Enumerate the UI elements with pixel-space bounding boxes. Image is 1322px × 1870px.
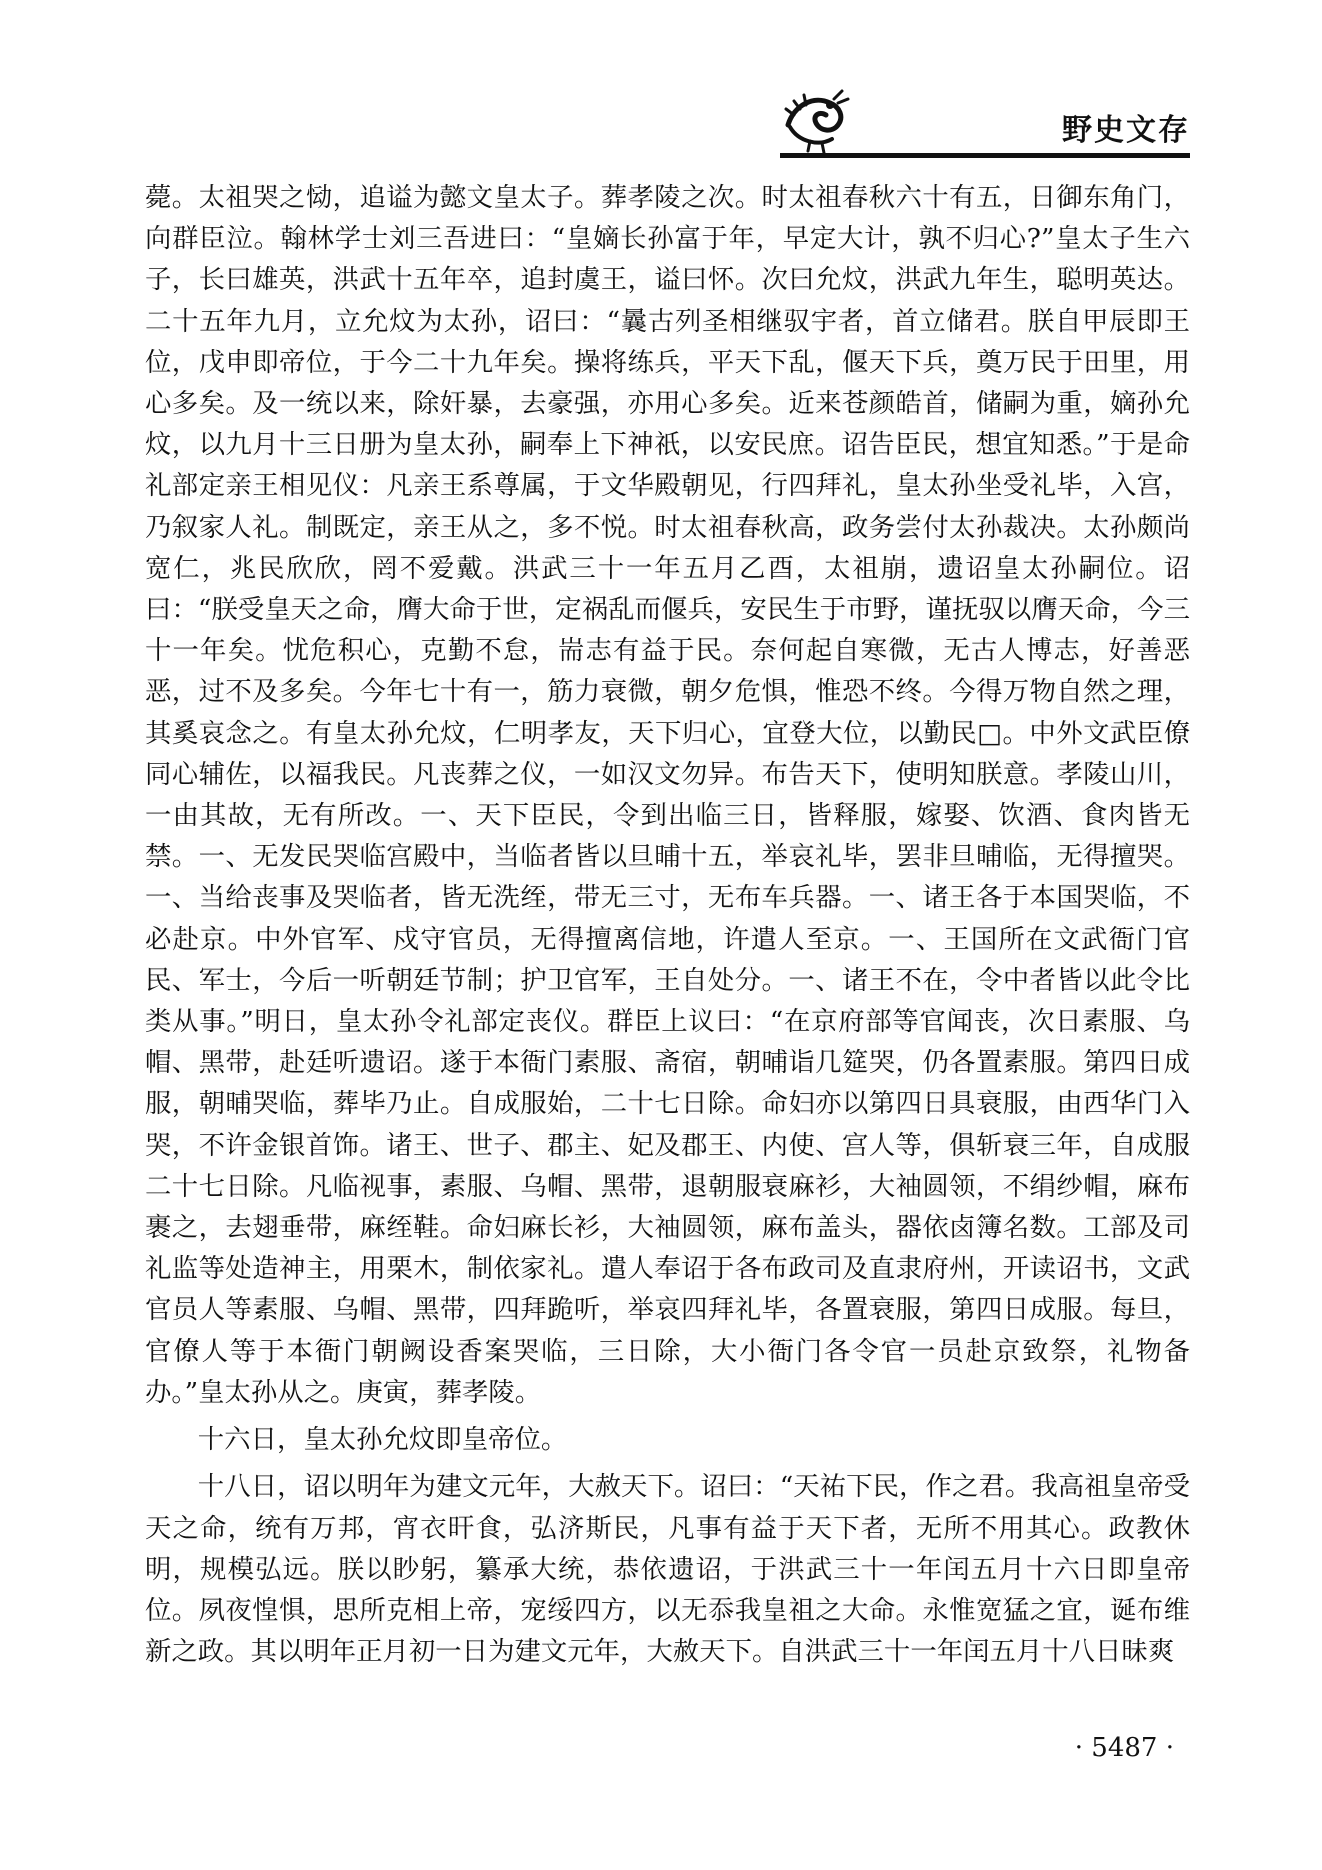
header-title: 野史文存 xyxy=(1062,113,1190,148)
running-header xyxy=(780,85,1190,165)
page-number: · 5487 · xyxy=(1074,1733,1174,1763)
paragraph: 十八日，诏以明年为建文元年，大赦天下。诏曰：“天祐下民，作之君。我高祖皇帝受天之命，统有万邦，宵衣旰食，弘济斯民，凡事有益于天下者，无所不用其心。政教休明，规模弘远。朕以眇躬，纂承大统，恭依遗诏，于洪武三十一年闰五月十六日即皇帝位。夙夜惶惧，思所克相上帝，宠绥四方，以无忝我皇祖之大命。永惟宽猛之宜，诞布维新之政。其以明年正月初一日为建文元年，大赦天下。自洪武三十一年闰五月十八日昧爽 xyxy=(145,1471,1190,1668)
dragon-emblem-icon xyxy=(780,85,850,155)
paragraph: 十六日，皇太孙允炆即皇帝位。 xyxy=(197,1424,568,1456)
header-divider xyxy=(780,153,1190,158)
body-text xyxy=(145,177,1190,1672)
paragraph-continued: 薨。太祖哭之恸，追谥为懿文皇太子。葬孝陵之次。时太祖春秋六十有五，日御东角门，向群臣泣。翰林学士刘三吾进曰：“皇嫡长孙富于年，早定大计，孰不归心?”皇太子生六子，长曰雄英，洪武十五年卒，追封虞王，谥曰怀。次曰允炆，洪武九年生，聪明英达。二十五年九月，立允炆为太孙，诏曰：“曩古列圣相继驭宇者，首立储君。朕自甲辰即王位，戊申即帝位，于今二十九年矣。操将练兵，平天下乱，偃天下兵，奠万民于田里，用心多矣。及一统以来，除奸暴，去豪强，亦用心多矣。近来苍颜皓首，储嗣为重，嫡孙允炆，以九月十三日册为皇太孙，嗣奉上下神祇，以安民庶。诏告臣民，想宜知悉。”于是命礼部定亲王相见仪：凡亲王系尊属，于文华殿朝见，行四拜礼，皇太孙坐受礼毕，入宫，乃叙家人礼。制既定，亲王从之，多不悦。时太祖春秋高，政务尝付太孙裁决。太孙颇尚宽仁，兆民欣欣，罔不爱戴。洪武三十一年五月乙酉，太祖崩，遗诏皇太孙嗣位。诏曰：“朕受皇天之命，膺大命于世，定祸乱而偃兵，安民生于市野，谨抚驭以膺天命，今三十一年矣。忧危积心，克勤不怠，耑志有益于民。奈何起自寒微，无古人博志，好善恶恶，过不及多矣。今年七十有一，筋力衰微，朝夕危惧，惟恐不终。今得万物自然之理，其奚哀念之。有皇太孙允炆，仁明孝友，天下归心，宜登大位，以勤民□。中外文武臣僚同心辅佐，以福我民。凡丧葬之仪，一如汉文勿异。布告天下，使明知朕意。孝陵山川，一由其故，无有所改。一、天下臣民，令到出临三日，皆释服，嫁娶、饮酒、食肉皆无禁。一、无发民哭临宫殿中，当临者皆以旦晡十五，举哀礼毕，罢非旦晡临，无得擅哭。一、当给丧事及哭临者，皆无洗绖，带无三寸，无布车兵器。一、诸王各于本国哭临，不必赴京。中外官军、戍守官员，无得擅离信地，许遣人至京。一、王国所在文武衙门官民、军士，今后一听朝廷节制；护卫官军，王自处分。一、诸王不在，令中者皆以此令比类从事。”明日，皇太孙令礼部定丧仪。群臣上议曰：“在京府部等官闻丧，次日素服、乌帽、黑带，赴廷听遗诏。遂于本衙门素服、斋宿，朝晡诣几筵哭，仍各置素服。第四日成服，朝晡哭临，葬毕乃止。自成服始，二十七日除。命妇亦以第四日具衰服，由西华门入哭，不许金银首饰。诸王、世子、郡主、妃及郡王、内使、宫人等，俱斩衰三年，自成服二十七日除。凡临视事，素服、乌帽、黑带，退朝服衰麻衫，大袖圆领，不绢纱帽，麻布裹之，去翅垂带，麻绖鞋。命妇麻长衫，大袖圆领，麻布盖头，器依卤簿名数。工部及司礼监等处造神主，用栗木，制依家礼。遣人奉诏于各布政司及直隶府州，开读诏书，文武官员人等素服、乌帽、黑带，四拜跪听，举哀四拜礼毕，各置衰服，第四日成服。每旦，官僚人等于本衙门朝阙设香案哭临，三日除，大小衙门各令官一员赴京致祭，礼物备办。”皇太孙从之。庚寅，葬孝陵。 xyxy=(145,182,1190,1408)
